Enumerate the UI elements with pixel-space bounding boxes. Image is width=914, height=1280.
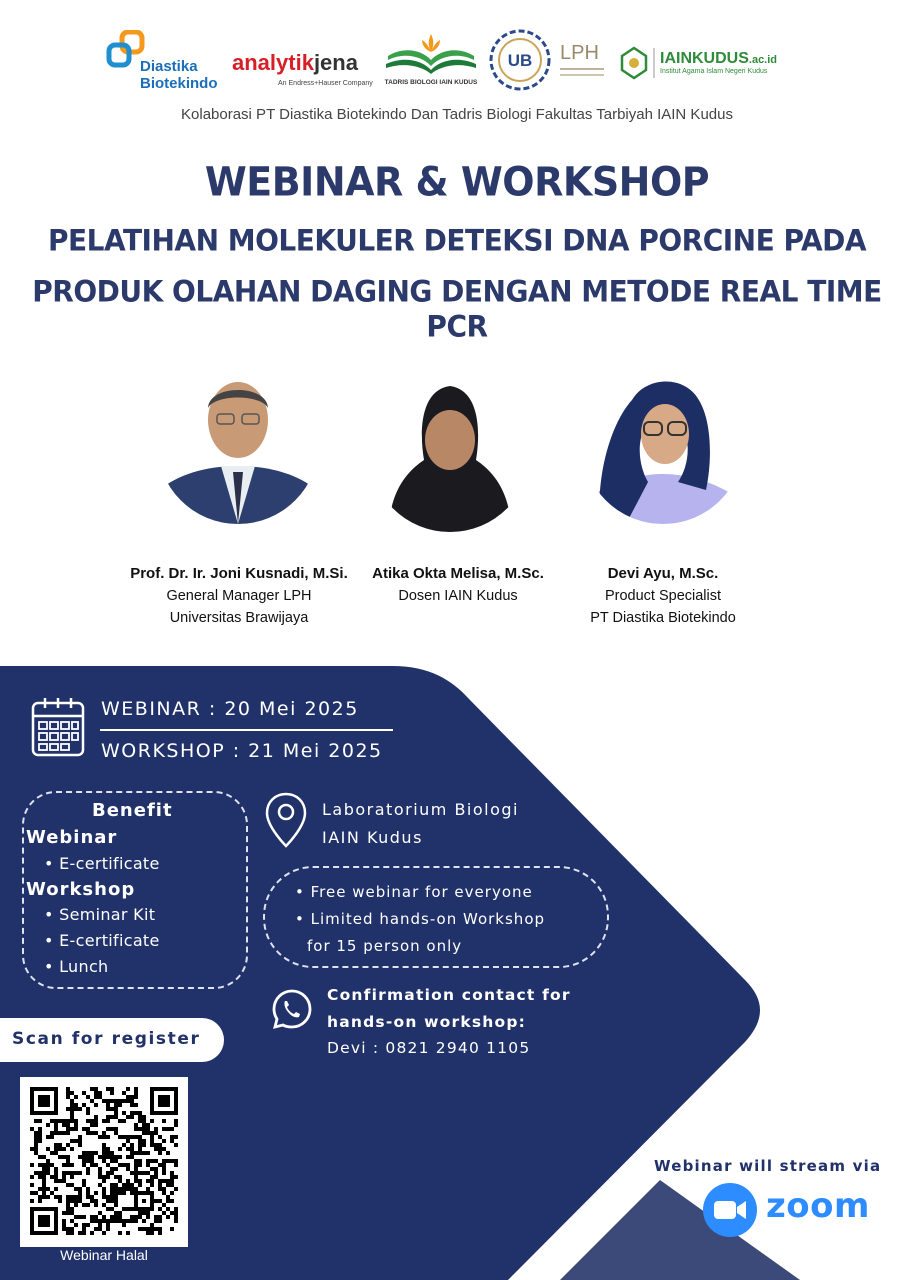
tadris-book-icon xyxy=(382,30,480,78)
logo-tadris-biologi xyxy=(382,30,480,92)
note-1-text: Free webinar for everyone xyxy=(310,883,533,901)
date-divider xyxy=(100,729,393,731)
zoom-wordmark: zoom xyxy=(766,1186,870,1226)
title-line3: PRODUK OLAHAN DAGING DENGAN METODE REAL TIME PCR xyxy=(32,274,882,344)
benefit-workshop-item: • Seminar Kit xyxy=(44,905,156,924)
speaker-portrait-man-icon xyxy=(157,362,319,524)
webinar-date: WEBINAR : 20 Mei 2025 xyxy=(101,698,359,720)
speaker-portrait-woman-icon xyxy=(582,362,744,524)
kudus-word: KUDUS xyxy=(692,50,749,67)
speaker-1-role2: Universitas Brawijaya xyxy=(169,610,309,626)
qr-code[interactable] xyxy=(20,1077,188,1247)
benefit-webinar-label: Webinar xyxy=(26,827,118,848)
contact-line2: hands-on workshop: xyxy=(327,1013,527,1031)
benefit-workshop-label: Workshop xyxy=(26,879,136,900)
speaker-photo-2 xyxy=(369,370,531,532)
register-tab[interactable] xyxy=(0,1018,224,1062)
logo-analytik-jena xyxy=(232,50,377,90)
iain-word: IAIN xyxy=(660,50,692,67)
ub-seal-icon xyxy=(488,28,552,92)
note-3: for 15 person only xyxy=(307,937,463,955)
location-line1: Laboratorium Biologi xyxy=(322,800,519,819)
speaker-photo-3 xyxy=(582,362,744,524)
benefit-workshop-item-text: Seminar Kit xyxy=(59,905,156,924)
logo-diastika xyxy=(104,30,229,92)
ub-mark-text: UB xyxy=(507,51,533,70)
calendar-icon xyxy=(30,696,86,758)
contact-line1: Confirmation contact for xyxy=(327,986,571,1004)
stream-label: Webinar will stream via xyxy=(654,1157,882,1175)
speaker-photo-1 xyxy=(157,362,319,524)
iain-suffix: .ac.id xyxy=(748,54,778,66)
diastika-line1: Diastika xyxy=(140,58,198,75)
speaker-3-name: Devi Ayu, M.Sc. xyxy=(607,565,719,582)
workshop-date: WORKSHOP : 21 Mei 2025 xyxy=(101,740,383,762)
benefit-webinar-item-text: E-certificate xyxy=(59,854,160,873)
note-2: • Limited hands-on Workshop xyxy=(295,910,546,928)
benefit-workshop-item-text: E-certificate xyxy=(59,931,160,950)
benefit-workshop-item-text: Lunch xyxy=(59,957,109,976)
logo-ub-lph xyxy=(488,28,608,94)
benefit-heading: Benefit xyxy=(92,800,173,821)
analytik-tagline: An Endress+Hauser Company xyxy=(278,80,373,87)
title-line2: PELATIHAN MOLEKULER DETEKSI DNA PORCINE PADA xyxy=(47,223,867,258)
iain-emblem-icon xyxy=(620,46,648,80)
speaker-2-name: Atika Okta Melisa, M.Sc. xyxy=(372,565,544,582)
location-line2: IAIN Kudus xyxy=(322,828,423,847)
zoom-camera-icon xyxy=(702,1182,758,1238)
lph-label: LPH xyxy=(560,42,599,64)
speaker-3-role2: PT Diastika Biotekindo xyxy=(590,610,736,626)
speaker-1-name: Prof. Dr. Ir. Joni Kusnadi, M.Si. xyxy=(130,565,348,582)
benefit-webinar-item: • E-certificate xyxy=(44,854,160,873)
speaker-1-role1: General Manager LPH xyxy=(166,588,312,604)
register-label: Scan for register xyxy=(12,1029,201,1049)
note-1: • Free webinar for everyone xyxy=(295,883,533,901)
note-2-text: Limited hands-on Workshop xyxy=(310,910,546,928)
jena-word: jena xyxy=(313,50,358,75)
qr-caption: Webinar Halal xyxy=(60,1247,148,1263)
speaker-3-role1: Product Specialist xyxy=(604,588,722,604)
tadris-caption: TADRIS BIOLOGI IAIN KUDUS xyxy=(384,79,478,86)
qr-code-image xyxy=(30,1087,178,1235)
diastika-line2: Biotekindo xyxy=(140,75,218,92)
benefit-workshop-item: • Lunch xyxy=(44,957,109,976)
page-title: WEBINAR & WORKSHOP xyxy=(204,158,710,206)
analytik-word: analytik xyxy=(232,50,314,75)
location-pin-icon xyxy=(264,791,308,849)
benefit-workshop-item: • E-certificate xyxy=(44,931,160,950)
zoom-logo xyxy=(702,1182,882,1240)
whatsapp-icon xyxy=(271,988,313,1030)
iain-tagline: Institut Agama Islam Negeri Kudus xyxy=(660,68,768,75)
speaker-portrait-woman-icon xyxy=(369,370,531,532)
logo-iain-kudus xyxy=(620,46,804,86)
collaboration-text: Kolaborasi PT Diastika Biotekindo Dan Tadris Biologi Fakultas Tarbiyah IAIN Kudus xyxy=(181,106,733,123)
speaker-2-role1: Dosen IAIN Kudus xyxy=(398,588,518,604)
contact-phone[interactable]: Devi : 0821 2940 1105 xyxy=(327,1039,531,1057)
